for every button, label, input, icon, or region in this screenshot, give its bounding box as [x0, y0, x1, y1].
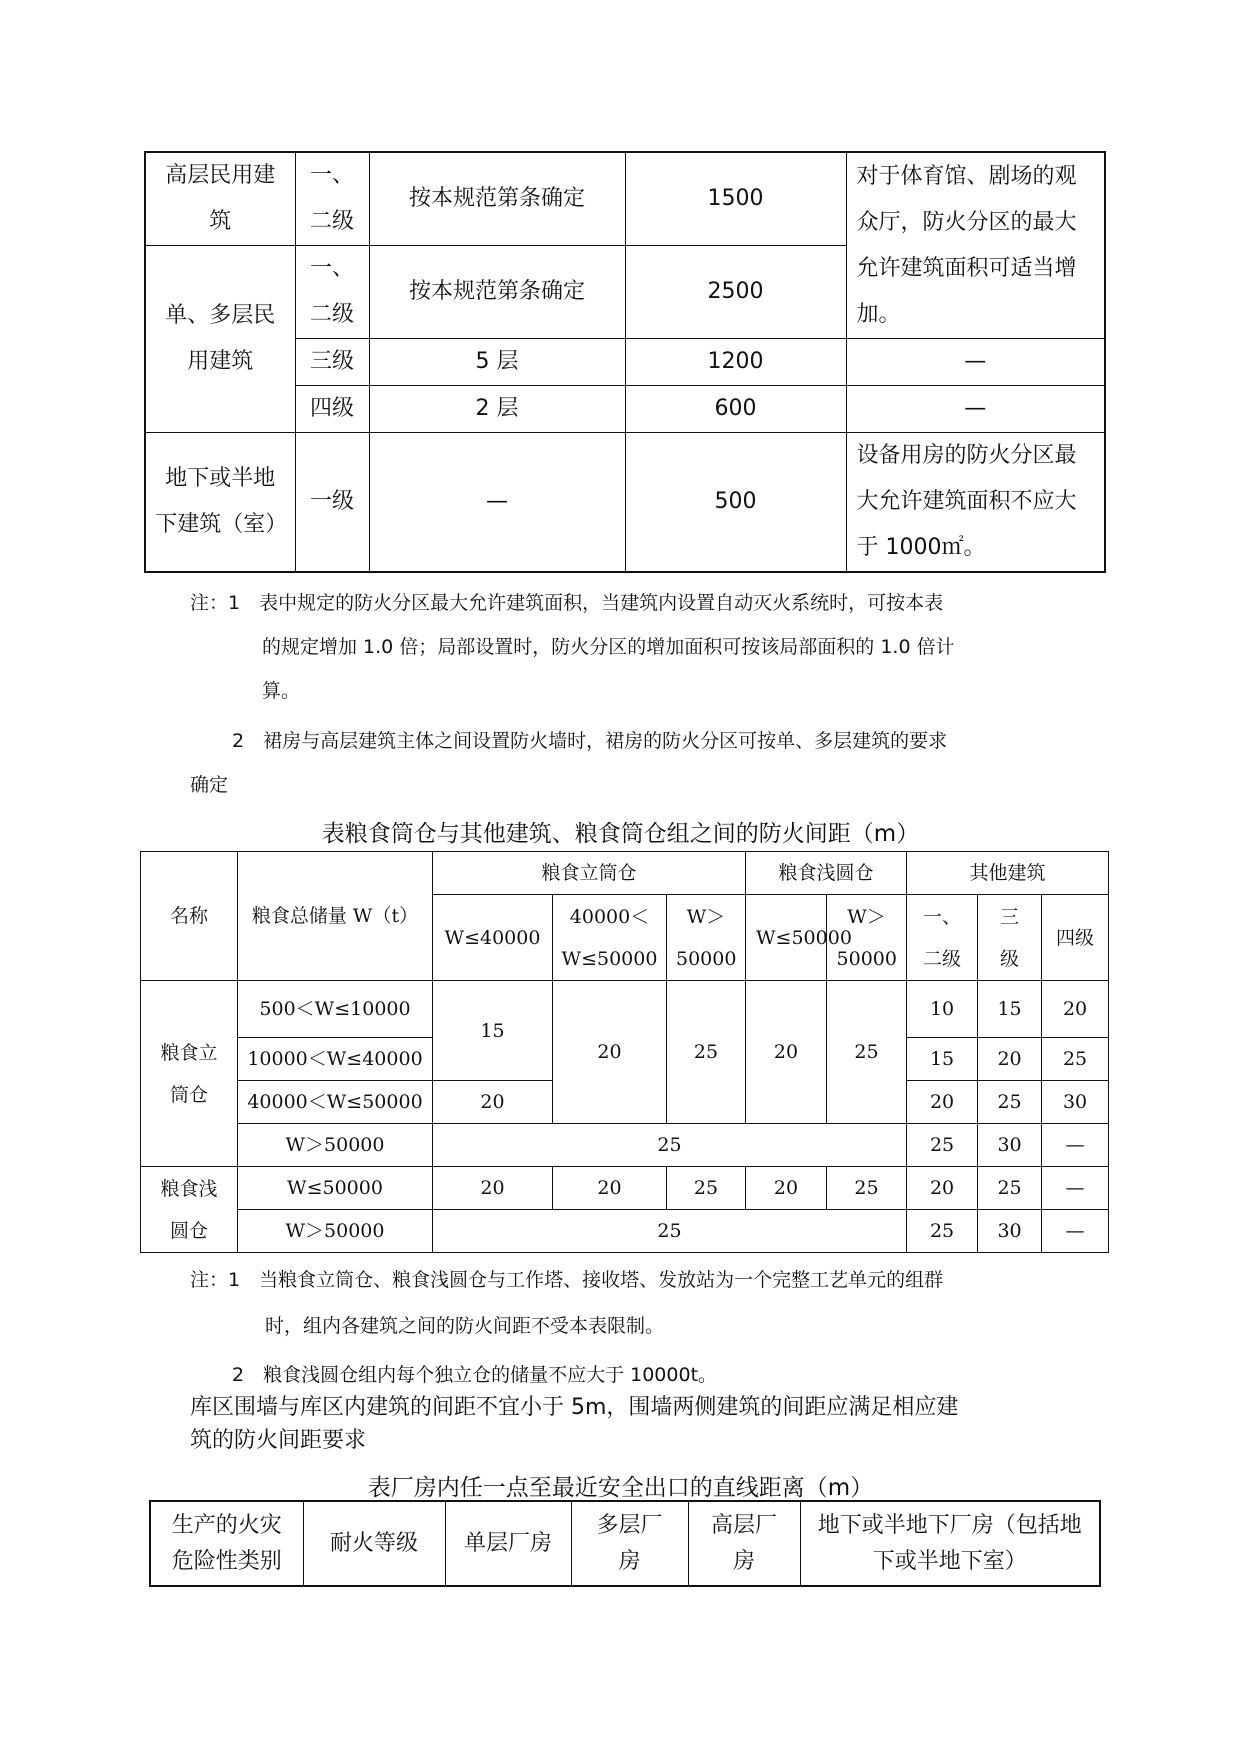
cell: 25 — [1042, 1038, 1109, 1081]
header-group-silo: 粮食立筒仓 — [433, 852, 746, 895]
header-hazard-class: 生产的火灾危险性类别 — [150, 1501, 303, 1586]
group-label: 粮食立筒仓 — [141, 981, 238, 1167]
cell: — — [1042, 1124, 1109, 1167]
cell: 25 — [827, 1167, 907, 1210]
exit-distance-table — [149, 1500, 1101, 1587]
cell-name: 单、多层民用建筑 — [145, 246, 295, 433]
header-underground: 地下或半地下厂房（包括地下或半地下室） — [800, 1501, 1100, 1586]
cell: 15 — [978, 981, 1042, 1038]
cell-grade: 一、二级 — [295, 246, 369, 339]
cell: 20 — [433, 1167, 553, 1210]
header-high-rise: 高层厂房 — [688, 1501, 800, 1586]
header-single-storey: 单层厂房 — [445, 1501, 571, 1586]
table-3-title: 表厂房内任一点至最近安全出口的直线距离（m） — [367, 1475, 874, 1501]
cell: 25 — [978, 1167, 1042, 1210]
header-group-shallow: 粮食浅圆仓 — [746, 852, 907, 895]
cell: 25 — [433, 1124, 907, 1167]
header-storage: 粮食总储量 W（t） — [238, 852, 433, 981]
cell-note: — — [846, 386, 1105, 433]
cell-layers: 5 层 — [369, 339, 625, 386]
note-1-line-2: 的规定增加 1.0 倍；局部设置时，防火分区的增加面积可按该局部面积的 1.0 倍计 — [262, 636, 955, 658]
cell: 30 — [978, 1210, 1042, 1253]
cell-area: 1200 — [625, 339, 846, 386]
fire-compartment-table — [144, 151, 1106, 573]
cell-grade: 一级 — [295, 433, 369, 573]
cell-note: — — [846, 339, 1105, 386]
table-2-title: 表粮食筒仓与其他建筑、粮食筒仓组之间的防火间距（m） — [321, 821, 920, 847]
cell: — — [1042, 1167, 1109, 1210]
cell: 20 — [746, 981, 827, 1124]
header-col: 一、二级 — [907, 895, 978, 981]
cell: — — [1042, 1210, 1109, 1253]
grain-silo-spacing-table — [140, 851, 1109, 1253]
cell: 10 — [907, 981, 978, 1038]
cell-area: 500 — [625, 433, 846, 573]
note2-2: 2 粮食浅圆仓组内每个独立仓的储量不应大于 10000t。 — [232, 1364, 718, 1386]
header-col: 40000＜W≤50000 — [553, 895, 667, 981]
cell: 15 — [433, 981, 553, 1081]
group-label: 粮食浅圆仓 — [141, 1167, 238, 1253]
note-1-line-1: 注：1 表中规定的防火分区最大允许建筑面积，当建筑内设置自动灭火系统时，可按本表 — [190, 592, 944, 614]
header-col: W≤40000 — [433, 895, 553, 981]
cell-grade: 三级 — [295, 339, 369, 386]
row-label: 40000＜W≤50000 — [238, 1081, 433, 1124]
cell-layers: 按本规范第条确定 — [369, 152, 625, 246]
cell: 20 — [1042, 981, 1109, 1038]
cell: 15 — [907, 1038, 978, 1081]
note2-1-line-1: 注：1 当粮食立筒仓、粮食浅圆仓与工作塔、接收塔、发放站为一个完整工艺单元的组群 — [190, 1269, 944, 1291]
cell: 20 — [433, 1081, 553, 1124]
cell-name: 地下或半地下建筑（室） — [145, 433, 295, 573]
note2-1-line-2: 时，组内各建筑之间的防火间距不受本表限制。 — [265, 1315, 665, 1337]
cell-layers: 2 层 — [369, 386, 625, 433]
header-fire-rating: 耐火等级 — [303, 1501, 445, 1586]
header-col: 四级 — [1042, 895, 1109, 981]
cell-area: 600 — [625, 386, 846, 433]
cell: 20 — [907, 1081, 978, 1124]
cell: 25 — [667, 981, 746, 1124]
note-2-line-1: 2 裙房与高层建筑主体之间设置防火墙时，裙房的防火分区可按单、多层建筑的要求 — [232, 730, 948, 752]
cell: 30 — [1042, 1081, 1109, 1124]
cell: 25 — [667, 1167, 746, 1210]
header-multi-storey: 多层厂房 — [571, 1501, 688, 1586]
header-col: 三级 — [978, 895, 1042, 981]
cell: 20 — [907, 1167, 978, 1210]
row-label: W≤50000 — [238, 1167, 433, 1210]
header-col: W＞50000 — [827, 895, 907, 981]
cell: 25 — [907, 1210, 978, 1253]
header-col: W＞50000 — [667, 895, 746, 981]
header-name: 名称 — [141, 852, 238, 981]
cell-grade: 一、二级 — [295, 152, 369, 246]
paragraph-line-2: 筑的防火间距要求 — [190, 1428, 367, 1453]
note-2-line-2: 确定 — [190, 774, 229, 796]
cell-area: 2500 — [625, 246, 846, 339]
cell: 20 — [746, 1167, 827, 1210]
row-label: 10000＜W≤40000 — [238, 1038, 433, 1081]
note-1-line-3: 算。 — [262, 680, 301, 702]
cell: 25 — [978, 1081, 1042, 1124]
cell: 30 — [978, 1124, 1042, 1167]
row-label: 500＜W≤10000 — [238, 981, 433, 1038]
paragraph-line-1: 库区围墙与库区内建筑的间距不宜小于 5m，围墙两侧建筑的间距应满足相应建 — [190, 1395, 959, 1420]
cell-layers: 按本规范第条确定 — [369, 246, 625, 339]
row-label: W＞50000 — [238, 1210, 433, 1253]
header-col: W≤50000 — [746, 895, 827, 981]
cell: 25 — [907, 1124, 978, 1167]
cell-layers: — — [369, 433, 625, 573]
header-group-other: 其他建筑 — [907, 852, 1109, 895]
cell: 20 — [553, 1167, 667, 1210]
cell-grade: 四级 — [295, 386, 369, 433]
cell-name: 高层民用建筑 — [145, 152, 295, 246]
cell: 25 — [827, 981, 907, 1124]
cell: 20 — [553, 981, 667, 1124]
cell-note: 设备用房的防火分区最大允许建筑面积不应大于 1000㎡。 — [846, 433, 1105, 573]
cell-area: 1500 — [625, 152, 846, 246]
row-label: W＞50000 — [238, 1124, 433, 1167]
cell: 20 — [978, 1038, 1042, 1081]
cell: 25 — [433, 1210, 907, 1253]
cell-note: 对于体育馆、剧场的观众厅，防火分区的最大允许建筑面积可适当增加。 — [846, 152, 1105, 339]
